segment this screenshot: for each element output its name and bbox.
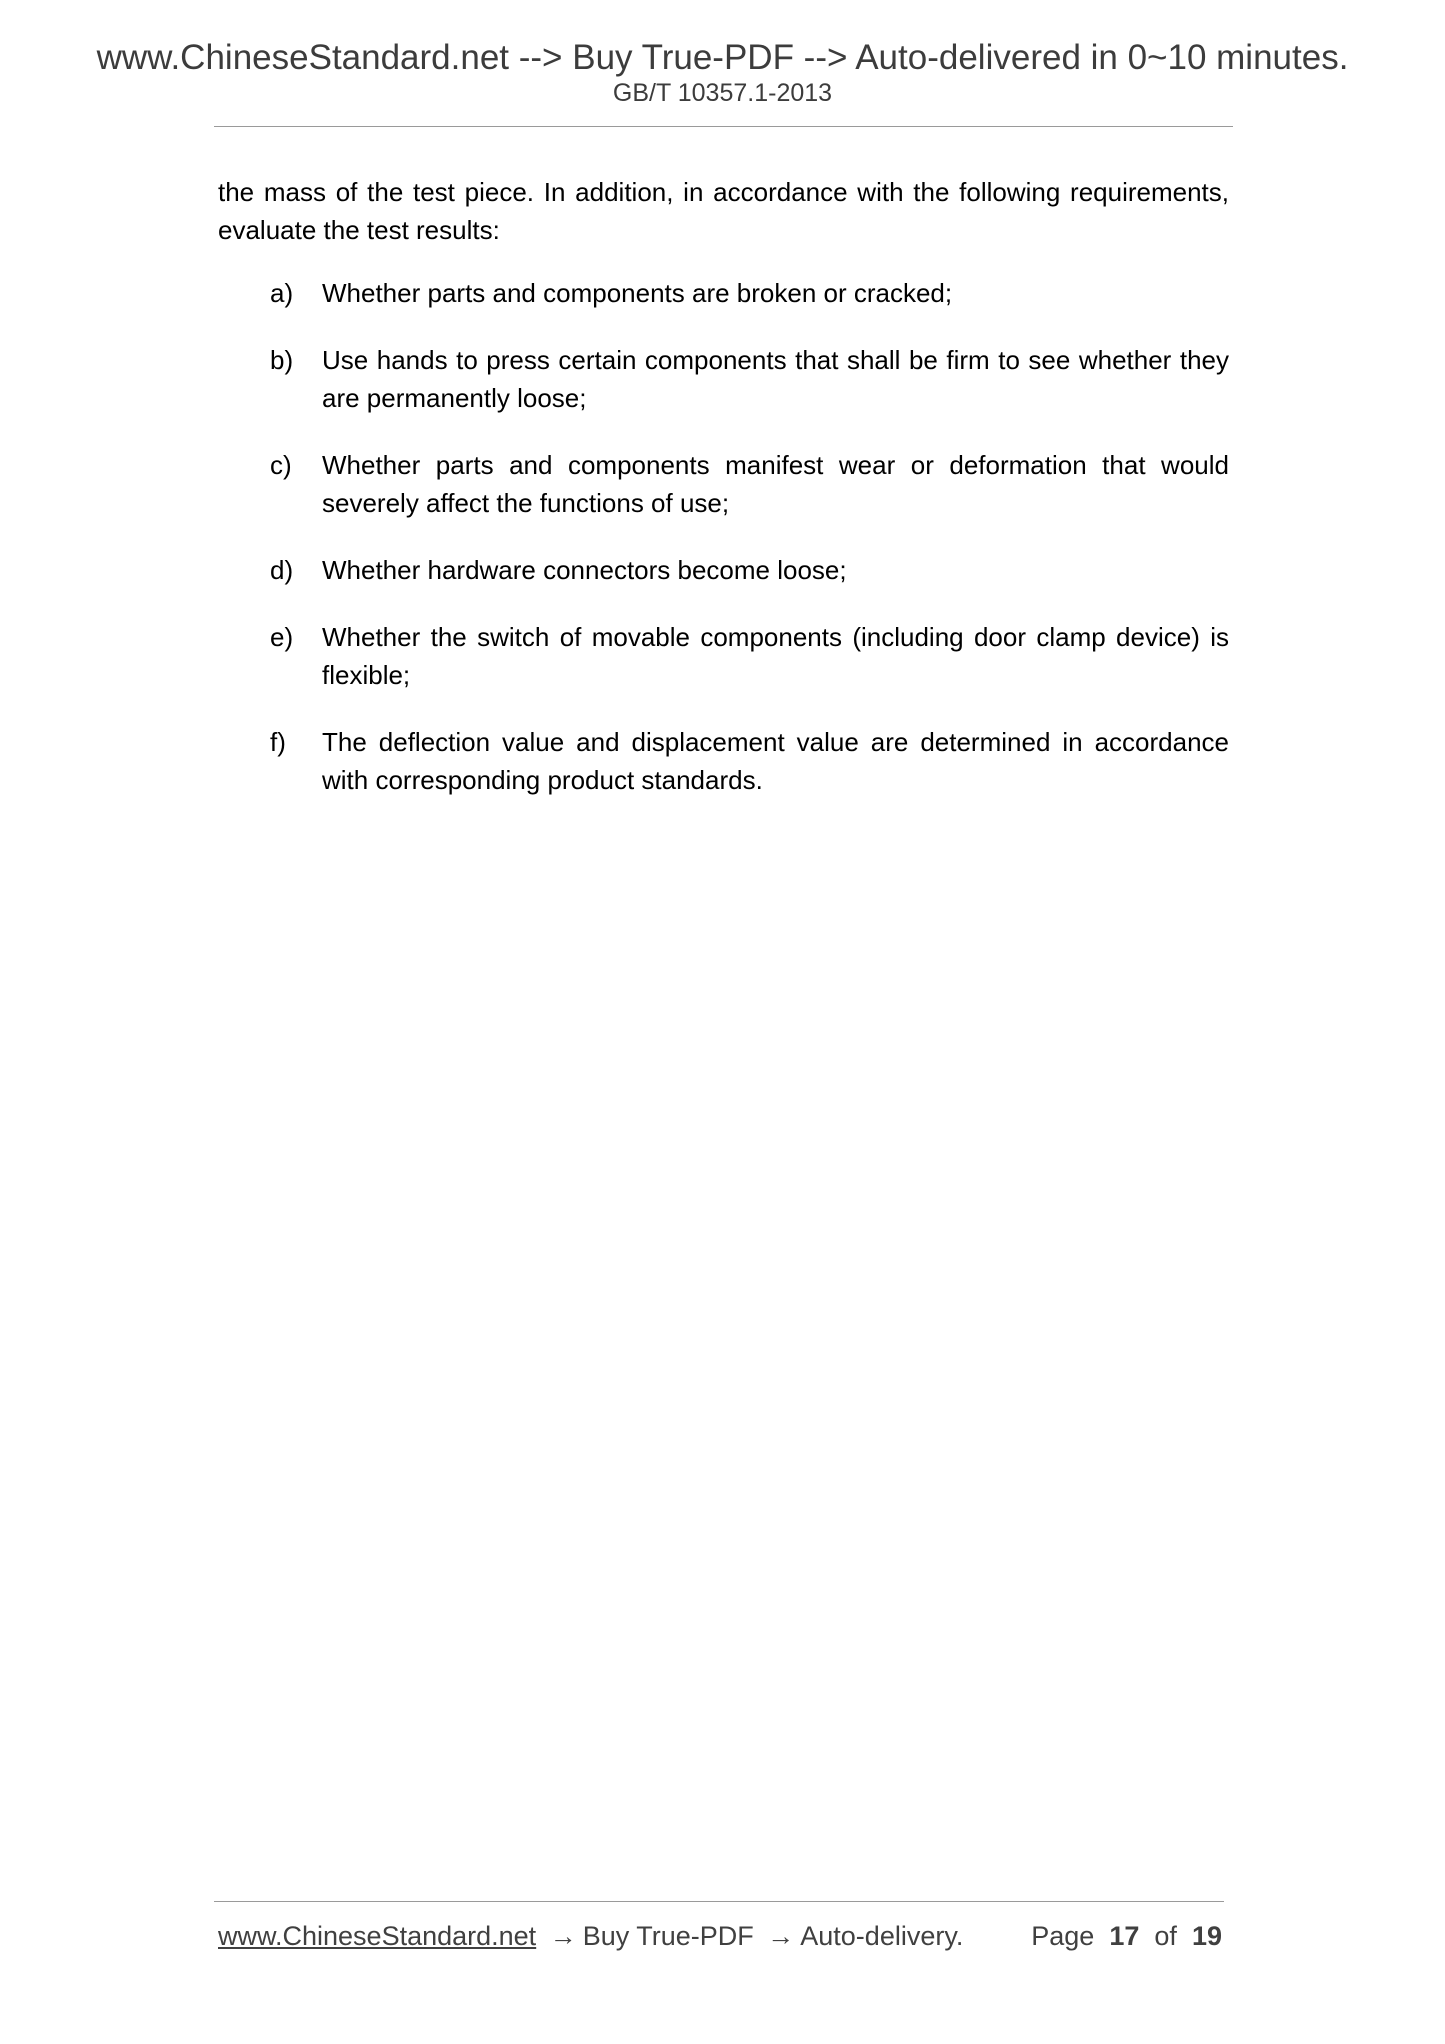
list-item-text: Whether parts and components are broken or cracked; xyxy=(322,278,953,308)
current-page: 17 xyxy=(1109,1921,1140,1951)
header-divider xyxy=(214,126,1233,127)
intro-paragraph: the mass of the test piece. In addition, in accordance with the following requirements, evaluate the test results: xyxy=(218,177,1229,245)
list-item xyxy=(0,274,1445,312)
arrow-right-icon: → xyxy=(767,1921,795,1951)
footer-divider xyxy=(214,1901,1224,1902)
buy-true-pdf-text: Buy True-PDF xyxy=(582,1921,754,1951)
arrow-right-icon: → xyxy=(549,1921,577,1951)
of-word: of xyxy=(1154,1921,1177,1951)
total-pages: 19 xyxy=(1191,1921,1222,1951)
list-item xyxy=(0,723,1445,799)
page-number xyxy=(1031,1918,1222,1954)
list-item-text: Whether hardware connectors become loose; xyxy=(322,555,847,585)
list-item-label: c) xyxy=(270,450,292,480)
website-link[interactable]: www.ChineseStandard.net xyxy=(218,1921,537,1951)
list-item-text: Whether the switch of movable components (including door clamp device) is flexible; xyxy=(322,622,1229,690)
auto-delivery-text: Auto-delivery. xyxy=(800,1921,964,1951)
list-item-text: The deflection value and displacement value are determined in accordance with corresponding product standards. xyxy=(322,727,1229,795)
page-footer xyxy=(218,1918,1222,1954)
list-item-label: a) xyxy=(270,278,294,308)
document-code: GB/T 10357.1-2013 xyxy=(612,79,833,107)
list-item-text: Use hands to press certain components that shall be firm to see whether they are permanently loose; xyxy=(322,345,1229,413)
footer-promo xyxy=(218,1918,963,1954)
list-item-label: b) xyxy=(270,345,294,375)
page-word: Page xyxy=(1031,1921,1095,1951)
header-banner: www.ChineseStandard.net --> Buy True-PDF --> Auto-delivered in 0~10 minutes. xyxy=(96,38,1349,77)
list-item-text: Whether parts and components manifest wear or deformation that would severely affect the functions of use; xyxy=(322,450,1229,518)
list-item xyxy=(0,341,1445,417)
list-item xyxy=(0,618,1445,694)
list-item xyxy=(0,446,1445,522)
list-item-label: d) xyxy=(270,555,294,585)
list-item xyxy=(0,551,1445,589)
list-item-label: f) xyxy=(270,727,286,757)
evaluation-requirements-list xyxy=(0,274,1445,828)
list-item-label: e) xyxy=(270,622,294,652)
